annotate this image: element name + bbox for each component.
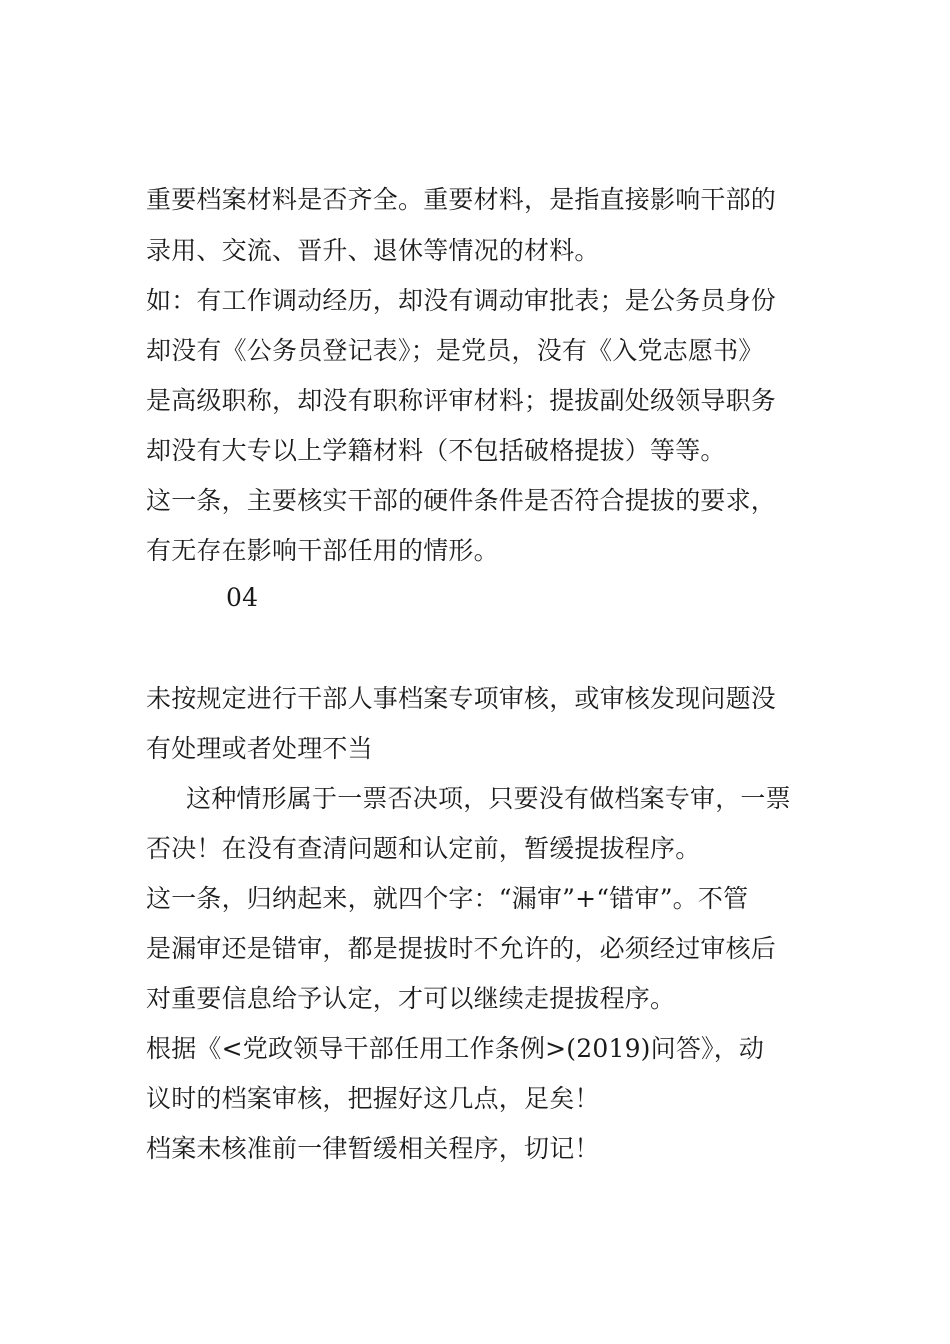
paragraph-line: 档案未核准前一律暂缓相关程序，切记！ (146, 1134, 600, 1163)
paragraph-line: 议时的档案审核，把握好这几点，足矣！ (146, 1084, 600, 1113)
paragraph-line: 这种情形属于一票否决项，只要没有做档案专审，一票 (186, 784, 791, 813)
paragraph-line: 这一条，归纳起来，就四个字：“漏审”+“错审”。不管 (146, 884, 749, 913)
paragraph-line: 录用、交流、晋升、退休等情况的材料。 (146, 236, 600, 265)
paragraph-line: 这一条，主要核实干部的硬件条件是否符合提拔的要求， (146, 486, 777, 515)
paragraph-line: 重要档案材料是否齐全。重要材料，是指直接影响干部的 (146, 185, 777, 214)
paragraph-line: 对重要信息给予认定，才可以继续走提拔程序。 (146, 984, 676, 1013)
paragraph-line: 却没有《公务员登记表》；是党员，没有《入党志愿书》 (146, 336, 764, 365)
paragraph-line: 却没有大专以上学籍材料（不包括破格提拔）等等。 (146, 436, 726, 465)
paragraph-line: 如：有工作调动经历，却没有调动审批表；是公务员身份 (146, 286, 777, 315)
paragraph-line: 有无存在影响干部任用的情形。 (146, 536, 499, 565)
section-heading-line: 有处理或者处理不当 (146, 734, 373, 763)
section-heading-line: 未按规定进行干部人事档案专项审核，或审核发现问题没 (146, 684, 777, 713)
paragraph-line: 是高级职称，却没有职称评审材料；提拔副处级领导职务 (146, 386, 777, 415)
paragraph-line: 根据《<党政领导干部任用工作条例>(2019)问答》，动 (146, 1034, 765, 1063)
paragraph-line: 是漏审还是错审，都是提拔时不允许的，必须经过审核后 (146, 934, 777, 963)
section-number: 04 (226, 583, 259, 612)
paragraph-line: 否决！在没有查清问题和认定前，暂缓提拔程序。 (146, 834, 701, 863)
